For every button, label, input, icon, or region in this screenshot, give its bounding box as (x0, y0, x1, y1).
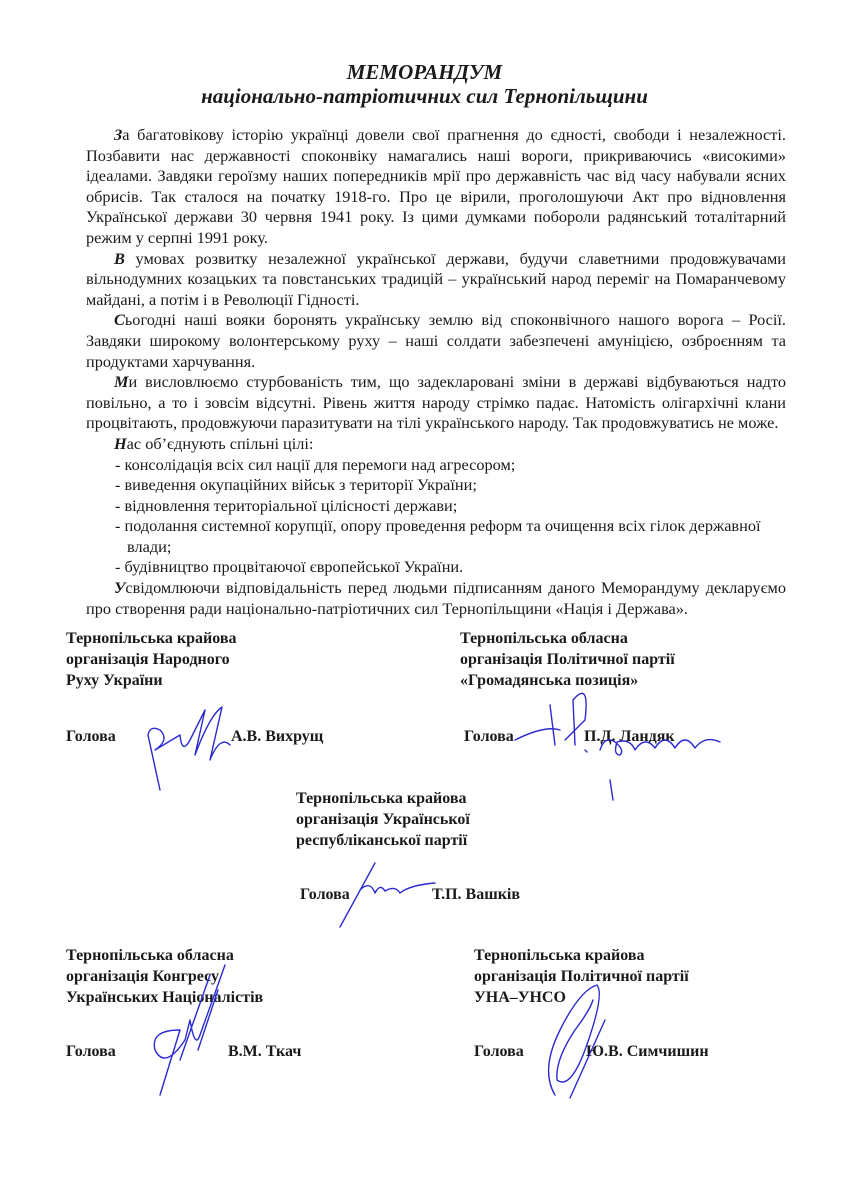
paragraph-4: Ми висловлюємо стурбованість тим, що задекларовані зміни в державі відбуваються надто повільно, а то і зовсім відсутні. Рівень життя народу стрімко падає. Натомість олігархічні клани процвітають, продовжуючи паразитувати на тілі українського народу. Так продовжуватись не може. (86, 372, 786, 433)
goals-list (86, 455, 786, 579)
paragraph-5: Нас об’єднують спільні цілі: (114, 433, 314, 453)
signatory-org-2: Тернопільська обласна організація Політичної партії «Громадянська позиція» (460, 630, 675, 689)
signature-icon (335, 855, 445, 930)
goal-item: - консолідація всіх сил нації для перемоги над агресором; (115, 454, 516, 474)
signatory-name: П.Д. Ландяк (584, 728, 675, 745)
goal-item: - подолання системної корупції, опору проведення реформ та очищення всіх гілок державної влади; (115, 516, 761, 556)
memorandum-body (86, 125, 786, 619)
signatory-name: А.В. Вихрущ (231, 728, 324, 745)
signatory-name: В.М. Ткач (228, 1043, 302, 1060)
document-title: МЕМОРАНДУМ (346, 60, 503, 84)
signatory-name: Ю.В. Симчишин (586, 1043, 709, 1060)
closing-paragraph: Усвідомлюючи відповідальність перед людьми підписанням даного Меморандуму декларуємо про створення ради національно-патріотичних сил Тернопільщини «Нація і Держава». (86, 578, 786, 618)
signature-icon (505, 670, 735, 810)
signature-icon (535, 980, 625, 1100)
role-label: Голова (66, 728, 116, 745)
role-label: Голова (474, 1043, 524, 1060)
role-label: Голова (300, 886, 350, 903)
paragraph-1: За багатовікову історію українці довели свої прагнення до єдності, свободи і незалежності. Позбавити нас державності споконвіку намагались наші вороги, прикриваючись «високими» ідеалами. Завдяки героїзму наших попередників мрії про державність час від часу набували ясних обрисів. Так сталося на початку 1918-го. Про це вірили, проголошуючи Акт про відновлення Української держави 30 червня 1941 року. Із цими думками побороли радянський тоталітарний режим у серпні 1991 року. (86, 125, 786, 247)
goal-item: - будівництво процвітаючої європейської України. (115, 557, 464, 577)
paragraph-2: В умовах розвитку незалежної української держави, будучи славетними продовжувачами вільнодумних козацьких та повстанських традицій – український народ переміг на Помаранчевому майдані, а потім і в Революції Гідності. (86, 248, 786, 309)
role-label: Голова (464, 728, 514, 745)
signatory-org-5: Тернопільська крайова організація Політичної партії УНА–УНСО (474, 947, 689, 1006)
paragraph-3: Сьогодні наші вояки боронять українську землю від споконвічного нашого ворога – Росії. Завдяки широкому волонтерському руху – наші солдати забезпечені амуніцією, озброєнням та продуктами харчування. (86, 310, 786, 371)
signatory-name: Т.П. Вашків (432, 886, 520, 903)
signatory-org-4: Тернопільська обласна організація Конгресу Українських Націоналістів (66, 947, 264, 1006)
signature-icon (120, 695, 250, 795)
signature-icon (120, 960, 230, 1100)
goal-item: - відновлення територіальної цілісності держави; (115, 495, 458, 515)
signatory-org-1: Тернопільська крайова організація Народного Руху України (66, 630, 237, 689)
signatory-org-3: Тернопільська крайова організація Української республіканської партії (296, 790, 470, 849)
role-label: Голова (66, 1043, 116, 1060)
document-subtitle: національно-патріотичних сил Тернопільщини (201, 84, 648, 108)
goal-item: - виведення окупаційних військ з території України; (115, 475, 477, 495)
